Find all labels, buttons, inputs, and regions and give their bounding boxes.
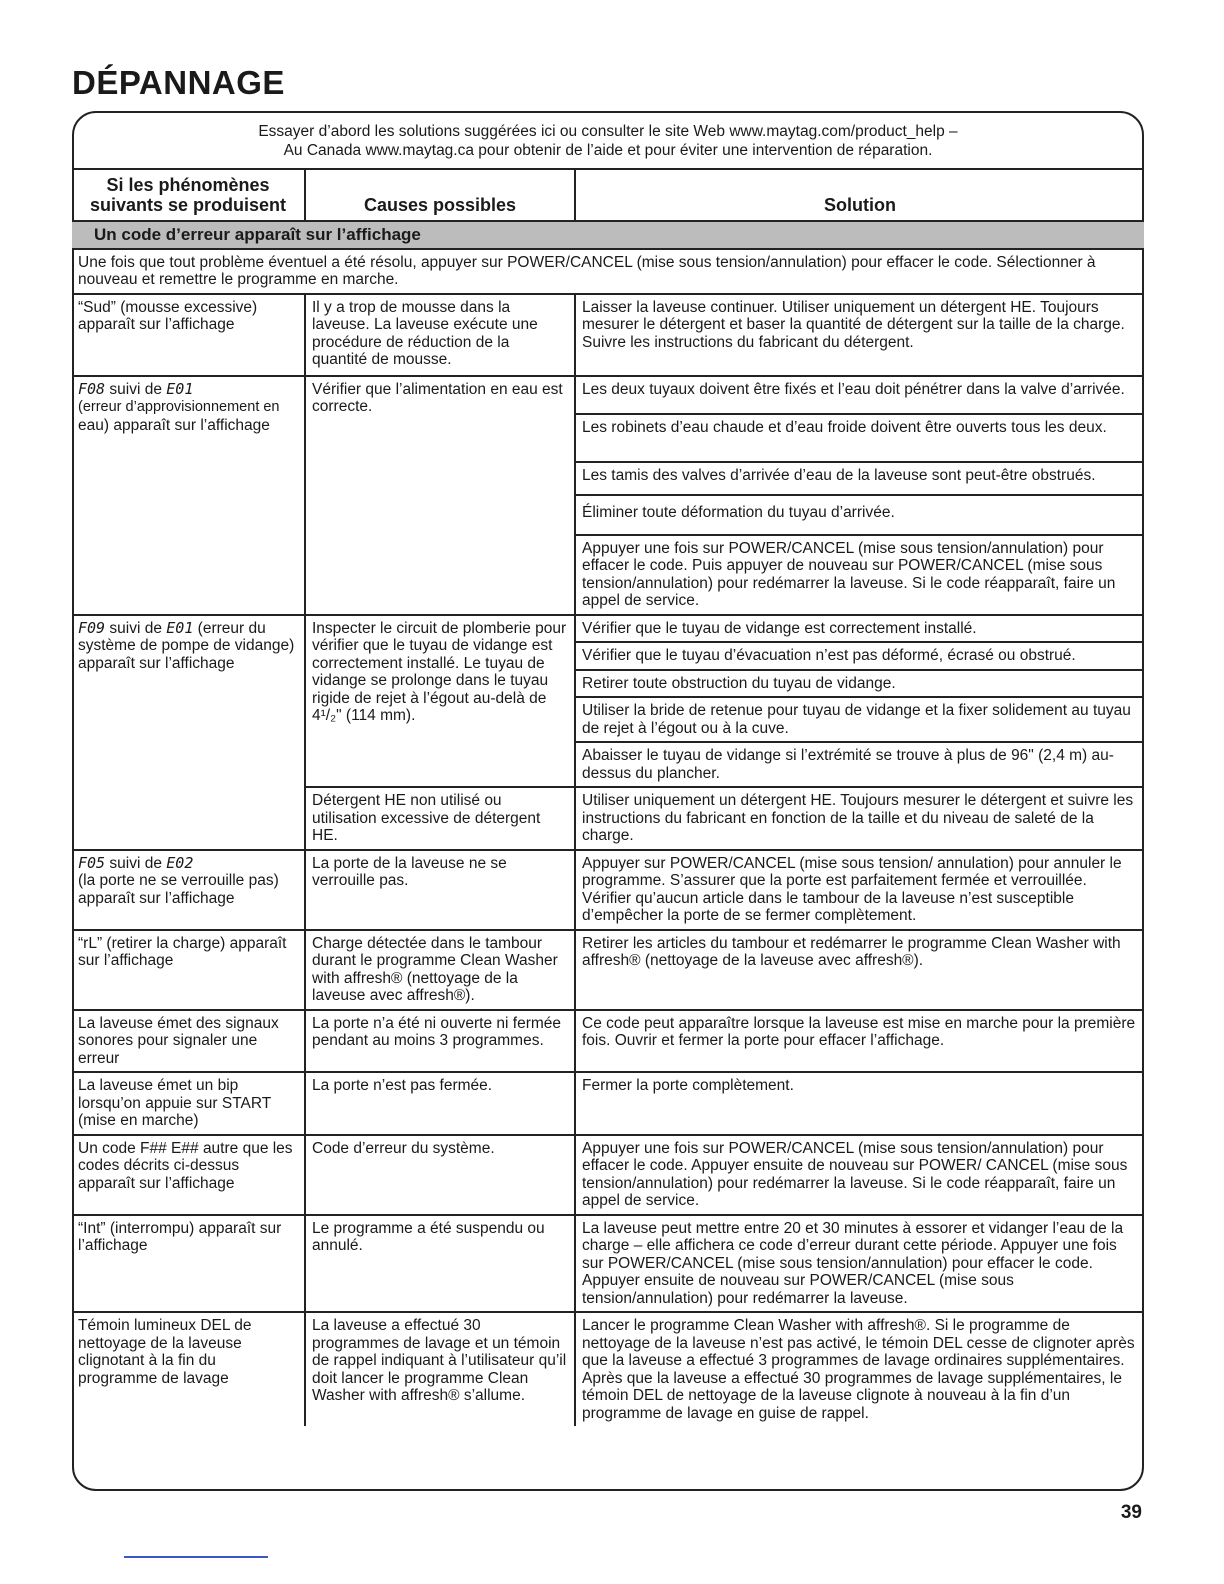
solution-cell: La laveuse peut mettre entre 20 et 30 minutes à essorer et vidanger l’eau de la charge – elle affichera ce code d’erreur durant cette période. Appuyer une fois sur POWER/CANCEL (mise sous tension/annulation) pour effacer le code. Appuyer ensuite de nouveau sur POWER/CANCEL (mise sous tension/annulation) pour redémarrer la laveuse. <box>575 1215 1144 1313</box>
page-title: DÉPANNAGE <box>72 64 285 101</box>
solution-item: Vérifier que le tuyau de vidange est correctement installé. <box>576 616 1144 644</box>
cause-cell: Vérifier que l’alimentation en eau est correcte. <box>305 376 575 615</box>
table-row <box>72 294 1144 376</box>
solution-cell <box>575 615 1144 788</box>
solution-item: Les robinets d’eau chaude et d’eau froide doivent être ouverts tous les deux. <box>576 415 1144 463</box>
intro-text <box>74 122 1142 160</box>
solution-item: Vérifier que le tuyau d’évacuation n’est pas déformé, écrasé ou obstrué. <box>576 643 1144 671</box>
solution-cell: Laisser la laveuse continuer. Utiliser uniquement un détergent HE. Toujours mesurer le détergent et baser la quantité de détergent sur la taille de la charge. Suivre les instructions du fabricant du détergent. <box>575 294 1144 376</box>
page-number: 39 <box>1120 1502 1142 1523</box>
troubleshooting-table <box>72 168 1144 1426</box>
solution-cell: Lancer le programme Clean Washer with affresh®. Si le programme de nettoyage de la laveuse n’est pas activé, le témoin DEL cesse de clignoter après que la laveuse a effectué 3 programmes de lavage ordinaires supplémentaires. Après que la laveuse a effectué 30 programmes de lavage supplémentaires, le témoin DEL de nettoyage de la laveuse clignote à nouveau à la fin d’un programme de lavage en guise de rappel. <box>575 1312 1144 1426</box>
phenomenon-cell: Un code F## E## autre que les codes décrits ci-dessus apparaît sur l’affichage <box>72 1135 305 1215</box>
table-row <box>72 615 1144 788</box>
table-row <box>72 930 1144 1010</box>
table-row <box>72 1072 1144 1135</box>
solution-item: Éliminer toute déformation du tuyau d’arrivée. <box>576 496 1144 536</box>
intro-line-1: Essayer d’abord les solutions suggérées ici ou consulter le site Web www.maytag.com/product_help – <box>258 123 958 140</box>
solution-cell <box>575 376 1144 615</box>
solution-cell: Retirer les articles du tambour et redémarrer le programme Clean Washer with affresh® (nettoyage de la laveuse avec affresh®). <box>575 930 1144 1010</box>
header-phenomena: Si les phénomènes suivants se produisent <box>72 169 305 221</box>
solution-cell: Ce code peut apparaître lorsque la laveuse est mise en marche pour la première fois. Ouvrir et fermer la porte pour effacer l’affichage. <box>575 1010 1144 1073</box>
solution-item: Retirer toute obstruction du tuyau de vidange. <box>576 671 1144 699</box>
solution-cell: Fermer la porte complètement. <box>575 1072 1144 1135</box>
table-row <box>72 1215 1144 1313</box>
solution-cell: Appuyer sur POWER/CANCEL (mise sous tension/ annulation) pour annuler le programme. S’assurer que la porte est parfaitement fermée et verrouillée. Vérifier qu’aucun article dans le tambour de la laveuse n’est susceptible d’empêcher la porte de se fermer complètement. <box>575 850 1144 930</box>
table-row <box>72 1010 1144 1073</box>
intro-line-2: Au Canada www.maytag.ca pour obtenir de l’aide et pour éviter une intervention de réparation. <box>283 142 933 159</box>
section-title: Un code d’erreur apparaît sur l’affichage <box>72 221 1144 249</box>
cause-cell: Le programme a été suspendu ou annulé. <box>305 1215 575 1313</box>
phenomenon-cell: “Sud” (mousse excessive) apparaît sur l’affichage <box>72 294 305 376</box>
footer-rule <box>124 1556 268 1558</box>
solution-cell: Appuyer une fois sur POWER/CANCEL (mise sous tension/annulation) pour effacer le code. Appuyer ensuite de nouveau sur POWER/ CANCEL (mise sous tension/annulation) pour redémarrer la laveuse. Si le code réapparaît, faire un appel de service. <box>575 1135 1144 1215</box>
cause-cell: Code d’erreur du système. <box>305 1135 575 1215</box>
cause-cell: La porte n’est pas fermée. <box>305 1072 575 1135</box>
phenomenon-cell: La laveuse émet des signaux sonores pour signaler une erreur <box>72 1010 305 1073</box>
table-row <box>72 1135 1144 1215</box>
phenomenon-cell: F08 suivi de E01 (erreur d’approvisionnement en eau) apparaît sur l’affichage <box>72 376 305 615</box>
header-causes: Causes possibles <box>305 169 575 221</box>
cause-cell: Charge détectée dans le tambour durant le programme Clean Washer with affresh® (nettoyage de la laveuse avec affresh®). <box>305 930 575 1010</box>
error-code: F08 <box>78 379 106 398</box>
cause-cell: La laveuse a effectué 30 programmes de lavage et un témoin de rappel indiquant à l’utilisateur qu’il doit lancer le programme Clean Washer with affresh® s’allume. <box>305 1312 575 1426</box>
cause-cell: Inspecter le circuit de plomberie pour vérifier que le tuyau de vidange est correctement installé. Le tuyau de vidange se prolonge dans le tuyau rigide de rejet à l’égout au-delà de 4¹/₂" (114 mm). <box>305 615 575 788</box>
solution-item: Appuyer une fois sur POWER/CANCEL (mise sous tension/annulation) pour effacer le code. Puis appuyer de nouveau sur POWER/CANCEL (mise sous tension/annulation) pour redémarrer la laveuse. Si le code réapparaît, faire un appel de service. <box>582 539 1116 609</box>
error-code: E01 <box>166 618 194 637</box>
solution-cell: Utiliser uniquement un détergent HE. Toujours mesurer le détergent et suivre les instructions du fabricant en fonction de la taille et du niveau de saleté de la charge. <box>575 787 1144 850</box>
cause-cell: Il y a trop de mousse dans la laveuse. La laveuse exécute une procédure de réduction de la quantité de mousse. <box>305 294 575 376</box>
phenomenon-cell: F05 suivi de E02 (la porte ne se verrouille pas) apparaît sur l’affichage <box>72 850 305 930</box>
error-code: F09 <box>78 618 106 637</box>
header-solution: Solution <box>575 169 1144 221</box>
solution-item: Utiliser la bride de retenue pour tuyau de vidange et la fixer solidement au tuyau de rejet à l’égout ou à la cuve. <box>576 698 1144 743</box>
phenomenon-cell: La laveuse émet un bip lorsqu’on appuie sur START (mise en marche) <box>72 1072 305 1135</box>
section-note: Une fois que tout problème éventuel a été résolu, appuyer sur POWER/CANCEL (mise sous tension/annulation) pour effacer le code. Sélectionner à nouveau et remettre le programme en marche. <box>72 249 1144 294</box>
header-row <box>72 169 1144 221</box>
section-bar-row <box>72 221 1144 249</box>
table-row <box>72 850 1144 930</box>
section-note-row <box>72 249 1144 294</box>
phenomenon-cell: “Int” (interrompu) apparaît sur l’affichage <box>72 1215 305 1313</box>
cause-cell: La porte n’a été ni ouverte ni fermée pendant au moins 3 programmes. <box>305 1010 575 1073</box>
phenomenon-cell: Témoin lumineux DEL de nettoyage de la laveuse clignotant à la fin du programme de lavage <box>72 1312 305 1426</box>
table-row <box>72 1312 1144 1426</box>
table-row <box>72 376 1144 615</box>
cause-cell: Détergent HE non utilisé ou utilisation excessive de détergent HE. <box>305 787 575 850</box>
solution-item: Les deux tuyaux doivent être fixés et l’eau doit pénétrer dans la valve d’arrivée. <box>576 377 1144 415</box>
error-code: F05 <box>78 853 106 872</box>
error-code: E02 <box>166 853 194 872</box>
phenomenon-cell: “rL” (retirer la charge) apparaît sur l’affichage <box>72 930 305 1010</box>
solution-item: Les tamis des valves d’arrivée d’eau de la laveuse sont peut-être obstrués. <box>576 463 1144 496</box>
cause-cell: La porte de la laveuse ne se verrouille pas. <box>305 850 575 930</box>
phenomenon-cell: F09 suivi de E01 (erreur du système de pompe de vidange) apparaît sur l’affichage <box>72 615 305 850</box>
error-code: E01 <box>166 379 194 398</box>
solution-item: Abaisser le tuyau de vidange si l’extrémité se trouve à plus de 96" (2,4 m) au-dessus du plancher. <box>582 747 1114 782</box>
